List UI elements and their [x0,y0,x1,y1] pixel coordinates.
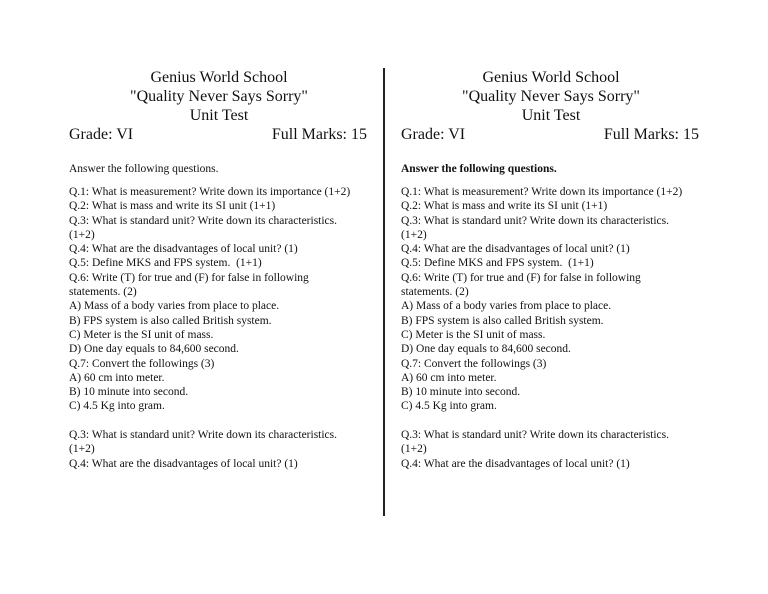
instruction-text: Answer the following questions. [69,163,219,175]
question-line: (1+2) [401,443,427,456]
instruction-text: Answer the following questions. [401,163,557,175]
question-line: Q.5: Define MKS and FPS system. (1+1) [69,257,262,270]
question-line: C) Meter is the SI unit of mass. [401,328,546,341]
question-line: Q.6: Write (T) for true and (F) for false in following [69,271,309,284]
grade-marks-row [401,125,701,144]
question-line: A) Mass of a body varies from place to place. [69,300,280,313]
question-line: Q.2: What is mass and write its SI unit (1+1) [69,200,276,213]
question-list [69,185,369,471]
question-line: statements. (2) [401,286,469,299]
question-line: Q.3: What is standard unit? Write down its characteristics. [69,214,338,227]
question-line: (1+2) [401,228,427,241]
question-line: C) Meter is the SI unit of mass. [69,328,214,341]
question-line: B) 10 minute into second. [401,386,521,399]
grade-label: Grade: VI [69,126,134,143]
question-line: Q.1: What is measurement? Write down its importance (1+2) [69,186,351,198]
question-line: B) 10 minute into second. [69,386,189,399]
question-list [401,185,701,471]
question-line: Q.1: What is measurement? Write down its importance (1+2) [401,186,683,198]
grade-marks-row [69,125,369,144]
question-line: (1+2) [69,228,95,241]
grade-label: Grade: VI [401,126,466,143]
question-line: Q.2: What is mass and write its SI unit (1+1) [401,200,608,213]
test-title: Unit Test [189,107,249,124]
school-motto: "Quality Never Says Sorry" [462,88,640,105]
question-line: A) Mass of a body varies from place to place. [401,300,612,313]
question-line: Q.4: What are the disadvantages of local unit? (1) [401,457,630,470]
question-line: C) 4.5 Kg into gram. [69,400,165,413]
spacer [69,414,369,428]
spacer [401,414,701,428]
question-line: B) FPS system is also called British system. [401,314,604,327]
question-line: Q.3: What is standard unit? Write down its characteristics. [401,429,670,442]
question-line: D) One day equals to 84,600 second. [401,343,571,356]
question-line: Q.4: What are the disadvantages of local unit? (1) [69,457,298,470]
question-line: Q.7: Convert the followings (3) [401,357,547,370]
school-name: Genius World School [482,69,620,86]
question-line: A) 60 cm into meter. [69,371,165,384]
question-line: D) One day equals to 84,600 second. [69,343,239,356]
question-line: Q.3: What is standard unit? Write down its characteristics. [69,429,338,442]
school-motto: "Quality Never Says Sorry" [130,88,308,105]
question-line: C) 4.5 Kg into gram. [401,400,497,413]
question-line: A) 60 cm into meter. [401,371,497,384]
right-test-sheet [401,68,701,471]
question-line: Q.6: Write (T) for true and (F) for false in following [401,271,641,284]
column-divider [383,68,385,516]
left-test-sheet [69,68,369,471]
question-line: Q.3: What is standard unit? Write down its characteristics. [401,214,670,227]
question-line: Q.4: What are the disadvantages of local unit? (1) [401,243,630,256]
test-title: Unit Test [521,107,581,124]
question-line: B) FPS system is also called British system. [69,314,272,327]
question-line: (1+2) [69,443,95,456]
full-marks-label: Full Marks: 15 [271,126,367,143]
full-marks-label: Full Marks: 15 [603,126,699,143]
question-line: Q.5: Define MKS and FPS system. (1+1) [401,257,594,270]
question-line: Q.4: What are the disadvantages of local unit? (1) [69,243,298,256]
school-name: Genius World School [150,69,288,86]
question-line: statements. (2) [69,286,137,299]
question-line: Q.7: Convert the followings (3) [69,357,215,370]
